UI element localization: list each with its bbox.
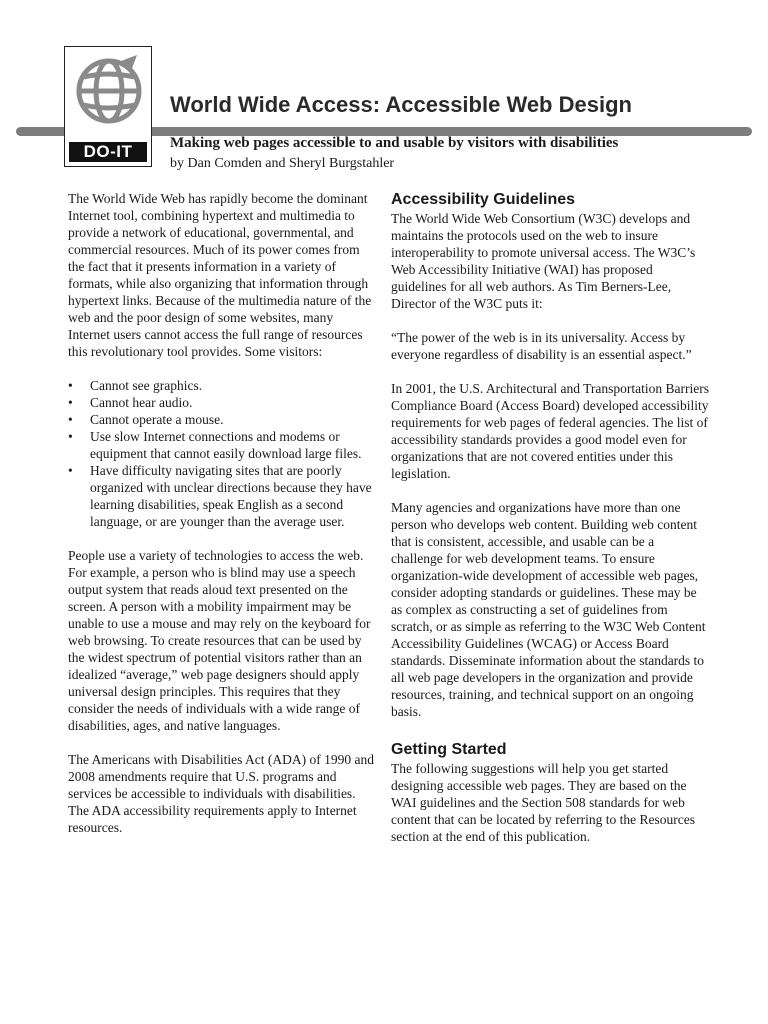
access-board-paragraph: In 2001, the U.S. Architectural and Transportation Barriers Compliance Board (Access Board) developed accessibility requirements for web pages of federal agencies. The list of accessibility standards provides a good model even for organizations that are not covered entities under this legislation. xyxy=(391,381,709,481)
bullet-item: • Cannot operate a mouse. xyxy=(68,411,378,428)
bullet-item: • Cannot hear audio. xyxy=(68,394,378,411)
left-column xyxy=(68,190,378,853)
section-heading-guidelines: Accessibility Guidelines xyxy=(391,191,576,208)
globe-icon xyxy=(71,53,147,129)
technologies-paragraph: People use a variety of technologies to access the web. For example, a person who is blind may use a speech output system that reads aloud text presented on the screen. A person with a mobility impairment may be unable to use a mouse and may rely on the keyboard for web browsing. To create resources that can be used by the widest spectrum of potential visitors rather than an idealized “average,” web page designers should apply universal design principles. This requires that they consider the needs of individuals with a wide range of disabilities, ages, and native languages. xyxy=(68,548,371,733)
doit-logo xyxy=(64,46,152,167)
bullet-item: • Use slow Internet connections and modems or equipment that cannot easily download large files. xyxy=(68,428,378,462)
intro-paragraph: The World Wide Web has rapidly become the dominant Internet tool, combining hypertext and multimedia to provide a network of educational, governmental, and commercial resources. Much of its power comes from the fact that it presents information in a variety of formats, while also organizing that information through hypertext links. Because of the multimedia nature of the web and the poor design of some websites, many Internet users cannot access the full range of resources this revolutionary tool provides. Some visitors: xyxy=(68,191,372,359)
w3c-paragraph: The World Wide Web Consortium (W3C) develops and maintains the protocols used on the web to insure interoperability to promote universal access. The W3C’s Web Accessibility Initiative (WAI) has proposed guidelines for all web authors. As Tim Berners-Lee, Director of the W3C puts it: xyxy=(391,211,696,311)
section-heading-getting-started: Getting Started xyxy=(391,741,507,758)
byline: by Dan Comden and Sheryl Burgstahler xyxy=(170,156,395,171)
ada-paragraph: The Americans with Disabilities Act (ADA) of 1990 and 2008 amendments require that U.S. programs and services be accessible to individuals with disabilities. The ADA accessibility requirements apply to Internet resources. xyxy=(68,752,374,835)
bullet-item: • Have difficulty navigating sites that are poorly organized with unclear directions because they have learning disabilities, speak English as a second language, or are younger than the average user. xyxy=(68,462,378,530)
organizations-paragraph: Many agencies and organizations have more than one person who develops web content. Building web content that is consistent, accessible, and usable can be a challenge for web development teams. To ensure organization-wide development of accessible web pages, consider adopting standards or guidelines. These may be as complex as constructing a set of guidelines from scratch, or as simple as referring to the W3C Web Content Accessibility Guidelines (WCAG) or Access Board standards. Disseminate information about the standards to all web page developers in the organization and provide resources, training, and technical support on an ongoing basis. xyxy=(391,500,706,719)
visitor-bullet-list xyxy=(68,377,378,530)
quote-paragraph: “The power of the web is in its universality. Access by everyone regardless of disability is an essential aspect.” xyxy=(391,330,692,362)
page-subtitle: Making web pages accessible to and usable by visitors with disabilities xyxy=(170,135,619,151)
bullet-item: • Cannot see graphics. xyxy=(68,377,378,394)
right-column xyxy=(391,190,709,862)
getting-started-paragraph: The following suggestions will help you get started designing accessible web pages. They are based on the WAI guidelines and the Section 508 standards for web content that can be located by referring to the Resources section at the end of this publication. xyxy=(391,761,696,844)
page-title: World Wide Access: Accessible Web Design xyxy=(170,92,632,117)
logo-label: DO-IT xyxy=(69,142,147,162)
